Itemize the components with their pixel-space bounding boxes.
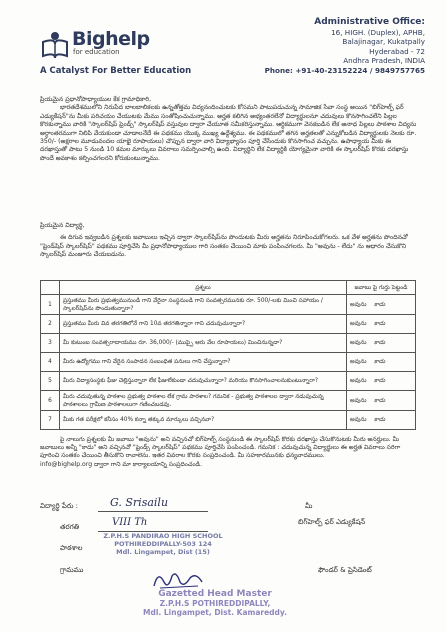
address-line: Balajinagar, Kukatpally bbox=[342, 37, 425, 47]
header-num bbox=[41, 281, 60, 295]
student-name-value: G. Srisailu bbox=[110, 496, 169, 509]
answer-cell[interactable] bbox=[347, 411, 416, 430]
question-text: మీకు గత పరీక్షలో కనీసం 40% కన్నా తక్కువ మార్కులు వచ్చినవా? bbox=[60, 411, 347, 430]
stamp-line: POTHIREDDIPALLY-503 124 bbox=[114, 540, 212, 548]
student-greeting: ప్రియమైన విద్యార్థి, bbox=[40, 222, 85, 229]
stamp-line: Z.P.H.S POTHIREDDIPALLY, bbox=[159, 599, 271, 608]
answer-yes-option[interactable]: అవును bbox=[350, 397, 367, 404]
answer-no-mark[interactable]: కాదు bbox=[374, 397, 386, 404]
name-line bbox=[98, 511, 208, 512]
address-line: 16, HIGH. (Duplex), APHB, bbox=[331, 27, 425, 37]
question-text: ప్రస్తుతము మీరు ప్రభుత్వమునుండి గాని వేరైనా సంస్థనుండి గాని సంవత్సరమునకు రూ. 500/-లకు మించి సహాయం / స్కాలర్‌షిప్‌ను పొందుతున్నారా? bbox=[60, 295, 347, 315]
tagline: A Catalyst For Better Education bbox=[40, 66, 192, 76]
answer-no-mark[interactable]: కాదు bbox=[374, 359, 386, 365]
intro-paragraph: భారతదేశములోని నిరుపేద బాలబాలికలకు ఉన్నతోత్తమ విద్యనందించుటకు కోసమని పాటుపడుచున్న సామాజిక సేవా సంస్థ అయిన "బిగ్‌హెల్ప్ ఫర్ ఎడ్యుకేషన్"ను మీకు పరిచయం చేయుటకు మేము సంతోషించుచున్నాము. అర్హత కలిగిన అభ్యంతరలేనో విద్యార్థులనూ చదువులు కొనసాగించలేని పిల్లల కొరకున్నాము వారికి "స్కాలర్‌షిప్ ఫ్రెండ్స్" స్కాలర్‌షిప్ వస్తువుల ద్వారా చేయూత సమీకరిస్తున్నాము. ఆర్థికముగా వెనకబడిన లేక అనాధ పిల్లలు పాఠశాల విద్యను అర్ధాంతరముగా నిలిపి వేయకుండా చూడాలనేదే ఈ పథకము యొక్క ముఖ్య ఉద్దేశ్యము. ఈ పథకములో తగిన అర్హతలతో ఎన్నుకోబడిన విద్యార్థులకు నెలకు రూ. 350/- (అక్షరాల మూడువందల యాభై రూపాయలు) చొప్పున ద్వారా వారి విద్యాభ్యాసం పూర్తి చేసేందుకు కొనసాగించ వచ్చును. ఉపాధ్యాయ మీకు ఈ దరఖాస్తుతో పాటు 5 నుండి 10 కమల మార్కులు వివరాలు సమర్పించాల్సి ఉంది. విద్యార్థిని లేక విద్యార్థికి యోగ్యమైనా వారికి ఈ స్కాలర్‌షిప్ కొరకు దరఖాస్తు పొందే అవకాశం కల్పించగలరని కోరుకుంటున్నాము. bbox=[40, 104, 417, 162]
question-text: మీరు చదువుతున్న పాఠశాల ప్రభుత్వ పాఠశాల లేక గ్రామ పాఠశాల? గమనిక - ప్రభుత్వ పాఠశాలల ద్వారా నడుపుచున్న పాఠశాలలు గ్రామీణ పాఠశాలలుగా గణించబడవు. bbox=[60, 391, 347, 411]
question-number: 7 bbox=[41, 411, 60, 430]
student-section bbox=[40, 222, 418, 260]
answer-yes-option[interactable]: అవును bbox=[350, 321, 367, 327]
answer-no-mark[interactable]: కాదు bbox=[374, 340, 386, 346]
village-label: గ్రామము bbox=[60, 566, 84, 574]
answer-no-mark[interactable]: కాదు bbox=[374, 321, 386, 327]
office-address bbox=[255, 18, 425, 76]
contact-line: info@bighelp.org ద్వారా గాని మా కార్యాలయాన్ని సంప్రదించండి. bbox=[40, 460, 203, 468]
school-stamp bbox=[98, 532, 228, 556]
school-label: పాఠశాల bbox=[60, 544, 83, 552]
instructions-paragraph: ఈ దిగువ ఇవ్వబడిన ప్రశ్నలకు జవాబులు ఇచ్చిన ద్వారా స్కాలర్‌షిప్‌ను పొందుటకు మీరు అర్హతను నిరూపించుకోగలరు. ఒక వేళ అర్హతను పొందినచో "ఫ్రెండ్‌షిప్ స్కాలర్‌షిప్" పథకము పూర్తిచేసి మీ ప్రధానోపాధ్యాయుల గారి సంతకం చేయించి మాకు పంపించగలరు. మీ "అవును - లేదు" ను ఆధారం చేసుకొని స్కాలర్‌షిప్ మంజూరు చేయబడును. bbox=[40, 234, 408, 259]
stamp-line: Mdl. Lingampet, Dist (15) bbox=[116, 548, 210, 556]
answer-yes-option[interactable]: అవును bbox=[350, 359, 367, 365]
book-person-icon bbox=[40, 30, 70, 60]
answer-cell[interactable] bbox=[347, 295, 416, 315]
answer-cell[interactable] bbox=[347, 334, 416, 353]
question-row bbox=[41, 411, 416, 430]
answer-yes-option[interactable]: అవును bbox=[350, 378, 367, 384]
answer-no-mark[interactable]: కాదు bbox=[374, 378, 386, 384]
class-value: VIII Th bbox=[112, 517, 148, 528]
address-line: Hyderabad - 72 bbox=[369, 46, 425, 56]
student-name-label: విద్యార్థి పేరు : bbox=[40, 502, 78, 510]
letter-body bbox=[40, 96, 418, 163]
stamp-line: Z.P.H.S PANDIRAO HIGH SCHOOL bbox=[103, 532, 223, 540]
address-line: Andhra Pradesh, INDIA bbox=[343, 56, 425, 66]
salutation: ప్రియమైన ప్రధానోపాధ్యాయుల కేక గ్రామాధికారి, bbox=[40, 96, 152, 103]
brand-name: Bighelp bbox=[72, 28, 150, 50]
question-number: 6 bbox=[41, 391, 60, 411]
header-answer: జవాబు పై గుర్తు పెట్టండి bbox=[347, 281, 416, 295]
stamp-line: Mdl. Lingampet, Dist. Kamareddy. bbox=[143, 608, 287, 617]
answer-cell[interactable] bbox=[347, 391, 416, 411]
class-label: తరగతి bbox=[60, 523, 80, 531]
stamp-line: Gazetted Head Master bbox=[158, 589, 272, 599]
answer-cell[interactable] bbox=[347, 372, 416, 391]
eligibility-table bbox=[40, 280, 416, 430]
answer-no-mark[interactable]: కాదు bbox=[374, 301, 386, 308]
office-title: Administrative Office: bbox=[314, 17, 425, 27]
question-row bbox=[41, 391, 416, 411]
question-row bbox=[41, 315, 416, 334]
question-text: ప్రస్తుతము మీరు వివ తరగతిలోనే గాని 10వ తరగతిన్నారా గాని చదువుచున్నారా? bbox=[60, 315, 347, 334]
closing-section bbox=[40, 436, 418, 469]
answer-yes-option[interactable]: అవును bbox=[350, 301, 367, 308]
question-row bbox=[41, 334, 416, 353]
phone-number: Phone: +91-40-23152224 / 9849757765 bbox=[264, 65, 425, 75]
answer-cell[interactable] bbox=[347, 353, 416, 372]
question-number: 1 bbox=[41, 295, 60, 315]
answer-yes-option[interactable]: అవును bbox=[350, 340, 367, 346]
question-row bbox=[41, 353, 416, 372]
question-row bbox=[41, 295, 416, 315]
question-text: మీరు ఉద్యోగము గాని వేరైన సంపాదన సంబంధిత పనులు గాని చేస్తున్నారా? bbox=[60, 353, 347, 372]
closing-paragraph: పై నాలుగు ప్రశ్నలకు మీ జవాబు "అవును" అని వచ్చినచో బిగ్‌హెల్ప్ సంస్థనుండి ఈ స్కాలర్‌షిప్ కొరకు దరఖాస్తు చేసుకొనుటకు మీరు అనర్హులు. మీ జవాబులు అన్నీ "కాదు" అని వచ్చినచో "ఫ్రెండ్స్ స్కాలర్‌షిప్" పథకము పూర్తిచేసి పంపించండి. గమనిక : చదువుచున్న విద్యార్థులు ఈ అర్హత వివరాలు సరిగా పూరించి సంతకం చేయించి తీసుకొని రావాలెను. ఇతర వివరాల కొరకు సంప్రదించండి. మీ సహకారమునకు ధన్యవాదములు. bbox=[40, 436, 401, 460]
question-number: 2 bbox=[41, 315, 60, 334]
question-number: 5 bbox=[41, 372, 60, 391]
org-label: మీ bbox=[305, 502, 313, 510]
question-text: మీ కుటుంబ సంవత్సరాదాయము రూ. 36,000/- (ముప్పై ఆరు వేల రూపాయలు) మించినున్నదా? bbox=[60, 334, 347, 353]
question-number: 3 bbox=[41, 334, 60, 353]
answer-cell[interactable] bbox=[347, 315, 416, 334]
headmaster-stamp bbox=[140, 590, 290, 617]
org-name: బిగ్‌హెల్ప్ ఫర్ ఎడ్యుకేషన్ bbox=[298, 518, 366, 526]
header-question: ప్రశ్నలు bbox=[60, 281, 347, 295]
answer-yes-option[interactable]: అవును bbox=[350, 417, 367, 423]
question-number: 4 bbox=[41, 353, 60, 372]
question-row bbox=[41, 372, 416, 391]
answer-no-mark[interactable]: కాదు bbox=[374, 417, 386, 423]
brand-subtitle: for education bbox=[73, 48, 120, 56]
table-header-row bbox=[41, 281, 416, 295]
signatory-title: ఫౌండర్ & ప్రెసిడెంట్ bbox=[318, 566, 372, 574]
question-text: మీరు విద్యాసంస్థకు ఫీజు చెల్లిస్తున్నారా లేక ఫీజులేకుండా చదువుచున్నారా? మరియు కొనసాగించాలనుకుంటున్నారా? bbox=[60, 372, 347, 391]
